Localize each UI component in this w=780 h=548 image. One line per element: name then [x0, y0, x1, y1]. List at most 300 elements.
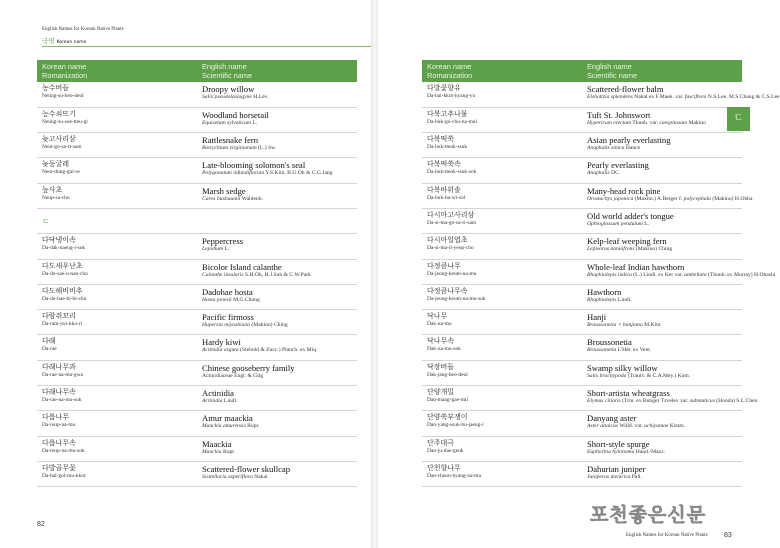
english-name: Broussonetia: [587, 337, 632, 348]
table-row: [422, 436, 742, 461]
table-row: [37, 360, 357, 385]
scientific-line: [202, 272, 352, 279]
korean-name: 다래나무속: [42, 388, 76, 397]
scientific-name: Carex buxbaumii: [202, 195, 241, 202]
korean-cell: [422, 310, 582, 335]
author: H.Lév.: [251, 94, 269, 100]
english-name: Peppercress: [202, 236, 244, 247]
letter-heading: ㄷ: [42, 216, 50, 226]
english-name: Scattered-flower balm: [587, 84, 664, 94]
korean-cell: [37, 284, 197, 309]
scientific-line: [202, 322, 352, 329]
korean-name: 닥장버들: [427, 362, 455, 371]
korean-cell: [422, 386, 582, 411]
scientific-name: Rhaphiolepis: [587, 296, 617, 303]
table-header: [37, 60, 357, 82]
scientific-line: [202, 120, 352, 127]
korean-cell: [422, 107, 582, 132]
korean-name: 다북떡쑥: [427, 135, 455, 144]
english-name: Amur maackia: [202, 413, 253, 424]
romanization: Dan-yang-ssuk-bu-jaeng-i: [427, 422, 484, 429]
korean-name: 다북떡쑥속: [427, 160, 461, 169]
korean-name: 단양쑥부쟁이: [427, 413, 468, 422]
table-row: [37, 82, 357, 107]
romanization: Dan-cheon-hyang-na-mu: [427, 472, 482, 479]
table-row: [37, 284, 357, 309]
english-cell: [197, 461, 357, 486]
author: Willd. var.: [617, 423, 645, 430]
author: Lindl.: [222, 398, 238, 405]
table-row: [37, 411, 357, 436]
author: (Siebold & Zucc.) Planch. ex Miq.: [238, 347, 318, 354]
english-cell: [197, 436, 357, 461]
table-row: [37, 436, 357, 461]
korean-name: 다래: [42, 337, 56, 346]
english-name: Kelp-leaf weeping fern: [587, 236, 667, 247]
korean-name: 다람쥐꼬리: [42, 312, 76, 321]
author: Wahlenb.: [240, 195, 263, 202]
romanization: Da-buk-tteok-ssuk-sok: [427, 169, 477, 176]
romanization: Da-buk-tteok-ssuk: [427, 144, 468, 151]
author-2: (Thunb. ex Murray) H.Ohashi: [706, 271, 776, 278]
korean-cell: [422, 284, 582, 309]
author-2: (Honda) S.L.Chen: [714, 398, 758, 405]
romanization: Da-do-sae-u-nan-cho: [42, 270, 88, 277]
scientific-name: Rhaphiolepis indica: [587, 271, 632, 278]
author: S.H.Oh, H.J.Suh & C.W.Park: [243, 271, 311, 278]
header-english: English name Scientific name: [197, 60, 357, 82]
author-2: Kitam.: [668, 423, 686, 430]
english-cell: [582, 208, 742, 233]
scientific-name: Salix pseudolasiogyne: [202, 94, 252, 100]
author-2: N.S.Lee, M.S.Chang & C.S.Lee: [706, 94, 780, 100]
english-name: Rattlesnake fern: [202, 135, 259, 146]
scientific-line: [202, 145, 352, 152]
section-divider: [42, 46, 372, 47]
english-name: Whole-leaf Indian hawthorn: [587, 261, 685, 272]
korean-name: 다릅나무속: [42, 438, 76, 447]
watermark: 포천좋은신문: [590, 504, 707, 526]
table-row: [422, 133, 742, 158]
korean-cell: [37, 386, 197, 411]
english-cell: [582, 461, 742, 486]
english-name: Late-blooming solomon's seal: [202, 160, 306, 171]
author: Nakai ex F.Maek. var.: [632, 94, 685, 100]
scientific-name: Calanthe insularis: [202, 271, 244, 278]
korean-name: 단천향나무: [427, 463, 461, 472]
infraspecific-name: caespitosum: [659, 119, 688, 126]
scientific-line: [587, 120, 737, 127]
english-cell: [582, 259, 776, 284]
korean-name: 능수쇠뜨기: [42, 109, 76, 118]
table-row: [37, 335, 357, 360]
korean-cell: [422, 183, 582, 208]
english-name: Woodland horsetail: [202, 109, 269, 120]
english-name: Scattered-flower skullcap: [202, 463, 291, 474]
korean-cell: [422, 234, 582, 259]
scientific-line: [587, 398, 758, 405]
table-row: [37, 183, 357, 208]
author: (Trin. ex Bunge) Tzvelev var.: [620, 398, 690, 405]
scientific-name: Anaphalis: [587, 170, 610, 177]
english-name: Bicolor Island calanthe: [202, 261, 282, 272]
scientific-name: Botrychium virginianum: [202, 145, 257, 152]
english-cell: [197, 386, 357, 411]
korean-name: 농수버들: [42, 84, 70, 92]
korean-name: 다북고추나물: [427, 109, 468, 118]
author: Lindl.: [616, 296, 632, 303]
english-name: Many-head rock pine: [587, 185, 661, 196]
english-name: Tuft St. Johnswort: [587, 109, 651, 120]
author: (L.) Sw.: [256, 145, 277, 152]
korean-cell: [37, 310, 197, 335]
table-row: [422, 107, 742, 132]
scientific-name: Polygonatum infundiflorum: [202, 170, 264, 177]
english-cell: [582, 436, 742, 461]
scientific-line: [587, 145, 737, 152]
scientific-name: Broussonetia × hanjiana: [587, 322, 643, 329]
author-2: Makino: [687, 119, 706, 126]
table-row: [422, 82, 742, 107]
author: (Maxim.) A.Berger f.: [633, 195, 684, 202]
korean-cell: [422, 208, 582, 233]
table-row: [422, 411, 742, 436]
romanization: Neung-su-soe-tteu-gi: [42, 118, 88, 125]
english-name: Dadohae hosta: [202, 286, 253, 297]
author: Actinidiaceae Engl. & Gilg: [202, 372, 264, 379]
korean-cell: [37, 234, 197, 259]
korean-cell: [37, 461, 197, 486]
english-cell: [197, 411, 357, 436]
korean-cell: [422, 158, 582, 183]
plant-table-left: [37, 60, 357, 487]
table-row: [422, 310, 742, 335]
table-row: [37, 461, 357, 486]
korean-name: 늦고사리삼: [42, 135, 76, 144]
korean-name: 다시마일엽초: [427, 236, 468, 245]
table-row: [422, 386, 742, 411]
author: DC.: [609, 170, 621, 177]
author: L.: [223, 246, 230, 253]
korean-cell: [422, 335, 582, 360]
english-cell: [582, 360, 742, 385]
table-row: [37, 234, 357, 259]
author: Nakai: [252, 473, 268, 480]
author: Pall.: [630, 473, 642, 480]
author: L.: [642, 220, 650, 227]
romanization: Dan-ju-dae-geuk: [427, 447, 464, 454]
infraspecific-name: uchiyamae: [644, 423, 669, 430]
scientific-name: Elymus ciliaris: [587, 398, 621, 405]
romanization: Da-buk-ba-wi-sol: [427, 194, 466, 201]
scientific-line: [202, 170, 352, 177]
table-row: [37, 107, 357, 132]
scientific-line: [202, 373, 352, 380]
romanization: Dak-jang-beo-deul: [427, 371, 468, 378]
korean-name: 다도해비비추: [42, 286, 83, 295]
english-name: Marsh sedge: [202, 185, 246, 196]
infraspecific-name: fasciflora: [684, 94, 707, 100]
scientific-name: Hosta jonesii: [202, 296, 232, 303]
english-cell: [582, 107, 742, 132]
korean-cell: [422, 259, 582, 284]
romanization: Neup-sa-cho: [42, 194, 70, 201]
english-cell: [197, 183, 357, 208]
korean-cell: [422, 82, 582, 107]
author: Rupr.: [245, 423, 260, 430]
english-cell: [582, 284, 742, 309]
english-cell: [197, 82, 357, 107]
korean-name: 다정큼나무속: [427, 286, 468, 295]
english-name: Maackia: [202, 438, 232, 449]
scientific-line: [202, 196, 352, 203]
korean-cell: [37, 259, 197, 284]
romanization: Da-rae-na-mu-sok: [42, 397, 82, 404]
english-name: Actinidia: [202, 388, 234, 399]
table-row: [422, 183, 742, 208]
table-row: [37, 158, 357, 183]
left-page: [0, 0, 372, 548]
table-row: [37, 386, 357, 411]
english-name: Short-artista wheatgrass: [587, 388, 670, 399]
header-korean: Korean name Romanization: [37, 60, 197, 82]
scientific-line: [587, 474, 737, 481]
romanization: Da-si-ma-go-sa-ri-sam: [427, 219, 477, 226]
romanization: Da-bal-gol-mu-kkot: [42, 472, 86, 479]
scientific-line: [202, 449, 352, 456]
romanization: Dan-mang-gae-mil: [427, 397, 469, 404]
english-cell: [197, 107, 357, 132]
section-title-en: Korean name: [56, 40, 87, 45]
korean-cell: [37, 133, 197, 158]
english-cell: [197, 310, 357, 335]
korean-name: 다닥냉이속: [42, 236, 76, 245]
romanization: Da-jeong-keum-na-mu: [427, 270, 477, 277]
romanization: Da-bal-kkot-hyang-yu: [427, 93, 476, 99]
romanization: Da-reup-na-mu-sok: [42, 447, 85, 454]
korean-cell: [422, 461, 582, 486]
author: Thunb. var.: [631, 119, 660, 126]
table-row: [37, 133, 357, 158]
romanization: Neut-dung-gul-re: [42, 169, 80, 176]
table-row: [422, 208, 742, 233]
english-cell: [582, 82, 780, 107]
scientific-name: Actinidia arguta: [202, 347, 239, 354]
korean-cell: [422, 360, 582, 385]
scientific-name: Ophioglossum pendulum: [587, 220, 643, 227]
scientific-line: [202, 423, 352, 430]
table-row: [37, 259, 357, 284]
scientific-line: [587, 449, 737, 456]
korean-name: 다시마고사리삼: [427, 210, 475, 219]
korean-name: 다도새우난초: [42, 261, 83, 270]
plant-table-right: [422, 60, 780, 487]
romanization: Da-rae: [42, 346, 57, 353]
scientific-name: Actinidia: [202, 398, 223, 405]
korean-name: 단양개밀: [427, 388, 455, 397]
english-cell: [197, 234, 357, 259]
english-name: Danyang aster: [587, 413, 637, 424]
author-2: (Makino) H.Ohba: [710, 195, 753, 202]
scientific-line: [587, 297, 737, 304]
english-cell: [582, 386, 758, 411]
english-cell: [197, 360, 357, 385]
scientific-name: Huperzia miyoshiana: [202, 322, 251, 329]
korean-name: 닥나무: [427, 312, 448, 321]
right-page: [378, 0, 780, 548]
korean-cell: [422, 133, 582, 158]
scientific-line: [587, 195, 753, 203]
author: L.: [250, 119, 258, 126]
scientific-line: [587, 373, 737, 380]
korean-cell: [37, 158, 197, 183]
scientific-line: [587, 170, 737, 177]
english-cell: [582, 133, 742, 158]
korean-name: 늪사초: [42, 185, 63, 194]
english-cell: [582, 234, 742, 259]
scientific-name: Equisetum sylvaticum: [202, 119, 251, 126]
running-foot: English Names for Korean Native Plants: [626, 533, 708, 538]
romanization: Neung-su-beo-deul: [42, 93, 84, 99]
running-head: English Names for Korean Native Plants: [42, 27, 124, 32]
english-name: Hawthorn: [587, 286, 622, 297]
letter-row: [37, 208, 357, 233]
author: (Makino) Ching: [634, 246, 673, 253]
infraspecific-name: umbellata: [684, 271, 707, 278]
romanization: Da-jeong-keum-na-mu-sok: [427, 295, 486, 302]
page-number: 83: [724, 532, 732, 539]
scientific-name: Hypericum erectum: [587, 119, 632, 126]
scientific-name: Lepidium: [202, 246, 224, 253]
author: Rupr.: [221, 448, 236, 455]
scientific-name: Lepisorus annuifrons: [587, 246, 635, 253]
scientific-name: Maackia amurensis: [202, 423, 246, 430]
infraspecific-name: polycephala: [683, 195, 711, 202]
romanization: Da-si-ma-il-yeop-cho: [427, 245, 474, 252]
table-row: [422, 360, 742, 385]
scientific-name: Juniperus davurica: [587, 473, 631, 480]
author: M.Kim: [642, 322, 661, 329]
author: (L.) Lindl. ex Ker var.: [631, 271, 685, 278]
scientific-name: Elsholtzia splendens: [587, 94, 633, 100]
scientific-line: [587, 221, 737, 228]
english-name: Old world adder's tongue: [587, 210, 674, 221]
scientific-line: [202, 246, 352, 253]
romanization: Dak-na-mu: [427, 321, 452, 328]
korean-cell: [422, 436, 582, 461]
romanization: Da-reup-na-mu: [42, 422, 76, 429]
scientific-name: Anaphalis sinica: [587, 145, 625, 152]
english-cell: [197, 284, 357, 309]
romanization: Da-ram-jwi-kko-ri: [42, 321, 83, 328]
author: (Trautv. & C.A.Mey.) Kom.: [626, 372, 691, 379]
korean-name: 다북바위솔: [427, 185, 461, 194]
romanization: Dak-na-mu-sok: [427, 346, 461, 353]
table-row: [422, 461, 742, 486]
table-row: [422, 259, 742, 284]
scientific-line: [587, 347, 737, 354]
header-english: English name Scientific name: [582, 60, 742, 82]
korean-name: 닥나무속: [427, 337, 455, 346]
english-cell: [582, 411, 742, 436]
scientific-name: Aster altaicus: [587, 423, 618, 430]
scientific-name: Euphorbia hylonoma: [587, 448, 635, 455]
english-name: Asian pearly everlasting: [587, 135, 671, 146]
korean-cell: [37, 183, 197, 208]
romanization: Da-dak-naeng-i-sok: [42, 245, 86, 252]
scientific-line: [202, 297, 352, 304]
section-title-ko: 국명: [42, 37, 55, 45]
table-header: [422, 60, 742, 82]
korean-cell: [422, 411, 582, 436]
english-name: Short-style spurge: [587, 438, 650, 449]
table-row: [422, 234, 742, 259]
korean-name: 다발꽃향유: [427, 84, 461, 92]
romanization: Da-buk-go-chu-na-mul: [427, 118, 477, 125]
korean-cell: [37, 335, 197, 360]
scientific-line: [587, 271, 776, 279]
english-cell: [582, 335, 742, 360]
korean-cell: [37, 411, 197, 436]
header-korean: Korean name Romanization: [422, 60, 582, 82]
scientific-line: [587, 246, 737, 253]
english-name: Chinese gooseberry family: [202, 362, 295, 373]
scientific-name: Maackia: [202, 448, 222, 455]
english-name: Swamp silky willow: [587, 362, 658, 373]
korean-name: 늦둥굴레: [42, 160, 70, 169]
english-cell: [197, 133, 357, 158]
english-cell: [582, 183, 753, 208]
author: Y.S.Kim, B.U.Oh & C.G.Jang: [264, 170, 333, 177]
author: (Makino) Ching: [250, 322, 288, 329]
scientific-line: [202, 94, 352, 101]
page-number: 82: [37, 521, 45, 528]
english-name: Pearly everlasting: [587, 160, 649, 171]
english-name: Dahurian juniper: [587, 463, 646, 474]
english-cell: [197, 158, 357, 183]
english-name: Droopy willow: [202, 84, 255, 94]
korean-cell: [37, 360, 197, 385]
korean-name: 단주대극: [427, 438, 455, 447]
korean-cell: [37, 82, 197, 107]
scientific-line: [202, 398, 352, 405]
english-cell: [582, 158, 742, 183]
scientific-line: [587, 322, 737, 329]
english-name: Hardy kiwi: [202, 337, 241, 348]
scientific-line: [202, 347, 352, 354]
korean-name: 다정큼나무: [427, 261, 461, 270]
author: Hance: [624, 145, 641, 152]
korean-name: 다릅나무: [42, 413, 70, 422]
infraspecific-name: submuticus: [689, 398, 715, 405]
table-row: [422, 158, 742, 183]
korean-cell: [37, 436, 197, 461]
scientific-line: [587, 94, 780, 101]
scientific-line: [202, 474, 352, 481]
scientific-name: Salix brachypoda: [587, 372, 627, 379]
author: L'Hér. ex Vent.: [616, 347, 652, 354]
table-row: [422, 335, 742, 360]
korean-cell: [37, 107, 197, 132]
english-cell: [582, 310, 742, 335]
english-cell: [197, 335, 357, 360]
romanization: Da-rae-na-mu-gwa: [42, 371, 84, 378]
section-tab: ㄷ: [727, 107, 750, 131]
romanization: Da-do-hae-bi-bi-chu: [42, 295, 87, 302]
english-name: Hanji: [587, 312, 607, 323]
author: M.G.Chung: [231, 296, 260, 303]
romanization: Neut-go-sa-ri-sam: [42, 144, 82, 151]
